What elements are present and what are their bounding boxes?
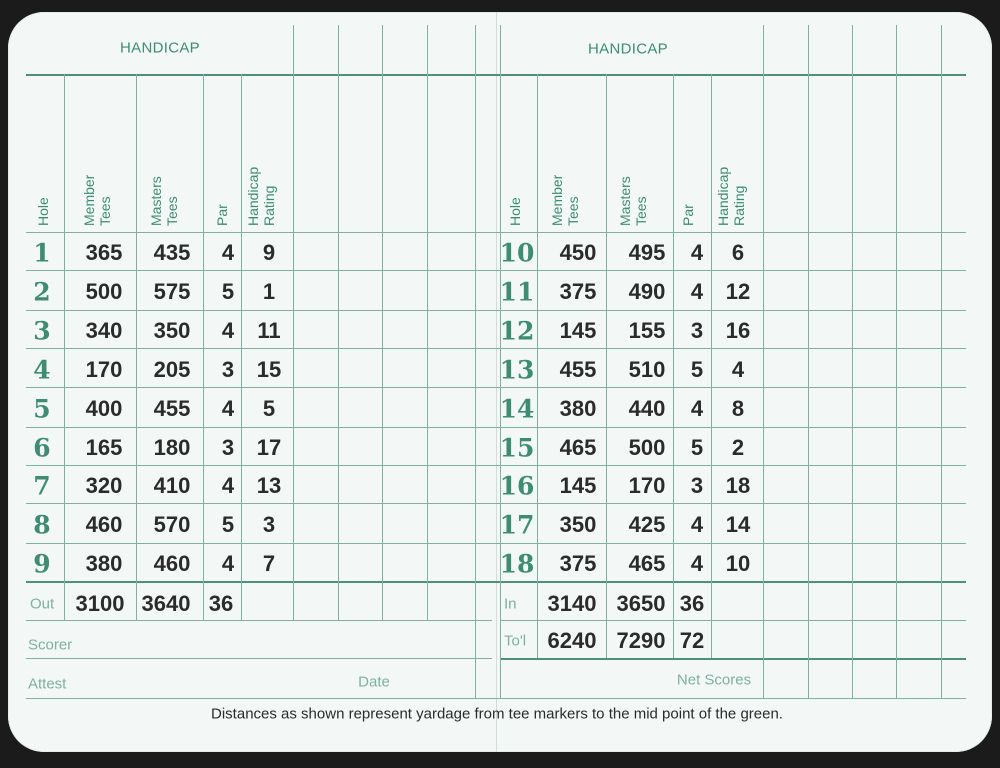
- handicap-rating: 6: [731, 240, 745, 265]
- hole-number: 11: [499, 277, 535, 307]
- hole-number: 13: [499, 355, 535, 384]
- grid-line: [26, 74, 966, 76]
- par-value: 5: [690, 356, 704, 382]
- masters-tees-yardage: 350: [153, 318, 191, 343]
- grid-line: [293, 25, 294, 620]
- handicap-rating: 18: [725, 473, 751, 498]
- total-masters: 7290: [616, 628, 666, 653]
- par-value: 3: [221, 435, 235, 460]
- hole-number: 8: [33, 510, 51, 540]
- grid-line: [26, 581, 966, 583]
- column-header-member-tees: Member Tees: [81, 174, 113, 226]
- handicap-rating: 9: [262, 240, 276, 265]
- masters-tees-yardage: 435: [153, 240, 191, 265]
- par-value: 4: [690, 551, 704, 576]
- hole-number: 3: [33, 316, 51, 346]
- grid-line: [475, 25, 476, 698]
- hole-number: 6: [33, 433, 51, 463]
- member-tees-yardage: 380: [559, 396, 597, 421]
- net-scores-label: Net Scores: [676, 671, 752, 689]
- hole-number: 16: [499, 471, 535, 501]
- handicap-rating: 13: [256, 473, 282, 498]
- member-tees-yardage: 365: [85, 240, 123, 265]
- in-label: In: [504, 595, 517, 612]
- handicap-rating: 15: [256, 356, 282, 382]
- grid-line: [896, 25, 897, 698]
- masters-tees-yardage: 575: [153, 279, 191, 304]
- grid-line: [26, 348, 966, 349]
- grid-line: [763, 25, 764, 698]
- member-tees-yardage: 375: [559, 551, 597, 576]
- column-header-par: Par: [214, 204, 230, 226]
- total-member: 6240: [547, 628, 597, 653]
- date-label: Date: [358, 673, 390, 691]
- par-value: 5: [221, 279, 235, 304]
- grid-line: [136, 74, 137, 620]
- par-value: 4: [690, 512, 704, 537]
- column-header-member-tees: Member Tees: [549, 174, 581, 226]
- total-label: To'l: [504, 632, 527, 650]
- column-header-handicap-rating: Handicap Rating: [245, 166, 277, 226]
- masters-tees-yardage: 155: [628, 318, 666, 343]
- card-fold: [496, 12, 497, 752]
- out-masters-total: 3640: [141, 590, 191, 616]
- handicap-rating: 17: [256, 435, 282, 460]
- handicap-rating: 14: [725, 512, 751, 537]
- hole-number: 15: [499, 433, 535, 463]
- member-tees-yardage: 375: [559, 279, 597, 304]
- member-tees-yardage: 170: [85, 356, 123, 382]
- column-header-handicap-rating: Handicap Rating: [715, 166, 747, 226]
- grid-line: [26, 387, 966, 388]
- grid-line: [941, 25, 942, 698]
- hole-number: 10: [499, 238, 535, 268]
- total-par: 72: [679, 628, 705, 653]
- par-value: 4: [221, 551, 235, 576]
- member-tees-yardage: 145: [559, 318, 597, 343]
- grid-line: [26, 543, 966, 544]
- par-value: 3: [690, 473, 704, 498]
- masters-tees-yardage: 495: [628, 240, 666, 265]
- out-par-total: 36: [208, 590, 234, 616]
- handicap-rating: 3: [262, 512, 276, 537]
- masters-tees-yardage: 440: [628, 396, 666, 421]
- grid-line: [26, 232, 966, 233]
- hole-number: 14: [499, 394, 535, 424]
- par-value: 4: [221, 240, 235, 265]
- grid-line: [203, 74, 204, 620]
- masters-tees-yardage: 510: [628, 356, 666, 382]
- masters-tees-yardage: 205: [153, 356, 191, 382]
- hole-number: 4: [33, 355, 51, 384]
- member-tees-yardage: 400: [85, 396, 123, 421]
- par-value: 4: [690, 396, 704, 421]
- grid-line: [64, 74, 65, 620]
- hole-number: 17: [499, 510, 535, 540]
- member-tees-yardage: 460: [85, 512, 123, 537]
- member-tees-yardage: 320: [85, 473, 123, 498]
- column-header-hole: Hole: [35, 197, 51, 226]
- scorer-label: Scorer: [28, 636, 73, 654]
- grid-line: [382, 25, 383, 620]
- handicap-rating: 7: [262, 551, 276, 576]
- member-tees-yardage: 450: [559, 240, 597, 265]
- member-tees-yardage: 465: [559, 435, 597, 460]
- in-par-total: 36: [679, 590, 705, 616]
- masters-tees-yardage: 465: [628, 551, 666, 576]
- handicap-rating: 4: [731, 356, 745, 382]
- masters-tees-yardage: 500: [628, 435, 666, 460]
- grid-line: [808, 25, 809, 698]
- par-value: 4: [690, 240, 704, 265]
- member-tees-yardage: 340: [85, 318, 123, 343]
- handicap-rating: 12: [725, 279, 751, 304]
- hole-number: 1: [33, 238, 51, 268]
- grid-line: [26, 270, 966, 271]
- par-value: 5: [221, 512, 235, 537]
- par-value: 4: [221, 318, 235, 343]
- member-tees-yardage: 145: [559, 473, 597, 498]
- handicap-rating: 2: [731, 435, 745, 460]
- hole-number: 5: [33, 394, 51, 424]
- handicap-rating: 10: [725, 551, 751, 576]
- masters-tees-yardage: 570: [153, 512, 191, 537]
- masters-tees-yardage: 460: [153, 551, 191, 576]
- footer-note: Distances as shown represent yardage from tee markers to the mid point of the green.: [211, 705, 783, 723]
- grid-line: [26, 698, 966, 699]
- in-member-total: 3140: [547, 590, 597, 616]
- par-value: 3: [221, 356, 235, 382]
- column-header-hole: Hole: [507, 197, 523, 226]
- out-member-total: 3100: [75, 590, 125, 616]
- grid-line: [338, 25, 339, 620]
- member-tees-yardage: 165: [85, 435, 123, 460]
- masters-tees-yardage: 425: [628, 512, 666, 537]
- par-value: 4: [221, 473, 235, 498]
- par-value: 5: [690, 435, 704, 460]
- grid-line: [427, 25, 428, 620]
- grid-line: [711, 74, 712, 658]
- masters-tees-yardage: 490: [628, 279, 666, 304]
- handicap-rating: 5: [262, 396, 276, 421]
- grid-line: [26, 310, 966, 311]
- column-header-masters-tees: Masters Tees: [148, 176, 180, 226]
- par-value: 4: [690, 279, 704, 304]
- hole-number: 12: [499, 316, 535, 346]
- handicap-label-right: HANDICAP: [588, 40, 668, 58]
- column-header-par: Par: [680, 204, 696, 226]
- scorecard: [8, 12, 992, 752]
- handicap-rating: 16: [725, 318, 751, 343]
- grid-line: [537, 74, 538, 658]
- out-label: Out: [30, 595, 55, 612]
- handicap-rating: 1: [262, 279, 276, 304]
- hole-number: 2: [33, 277, 51, 307]
- member-tees-yardage: 455: [559, 356, 597, 382]
- member-tees-yardage: 350: [559, 512, 597, 537]
- grid-line: [26, 427, 966, 428]
- hole-number: 7: [33, 471, 51, 501]
- grid-line: [852, 25, 853, 698]
- grid-line: [606, 74, 607, 658]
- in-masters-total: 3650: [616, 590, 666, 616]
- masters-tees-yardage: 170: [628, 473, 666, 498]
- attest-label: Attest: [28, 675, 67, 693]
- par-value: 4: [221, 396, 235, 421]
- hole-number: 18: [499, 549, 535, 579]
- member-tees-yardage: 380: [85, 551, 123, 576]
- par-value: 3: [690, 318, 704, 343]
- grid-line: [26, 503, 966, 504]
- member-tees-yardage: 500: [85, 279, 123, 304]
- masters-tees-yardage: 410: [153, 473, 191, 498]
- handicap-label-left: HANDICAP: [120, 39, 200, 57]
- grid-line: [26, 465, 966, 466]
- grid-line: [241, 74, 242, 620]
- grid-line: [673, 74, 674, 658]
- column-header-masters-tees: Masters Tees: [617, 176, 649, 226]
- grid-line: [26, 658, 492, 659]
- grid-line: [26, 620, 492, 621]
- handicap-rating: 8: [731, 396, 745, 421]
- handicap-rating: 11: [257, 318, 281, 343]
- masters-tees-yardage: 180: [153, 435, 191, 460]
- masters-tees-yardage: 455: [153, 396, 191, 421]
- hole-number: 9: [33, 549, 51, 579]
